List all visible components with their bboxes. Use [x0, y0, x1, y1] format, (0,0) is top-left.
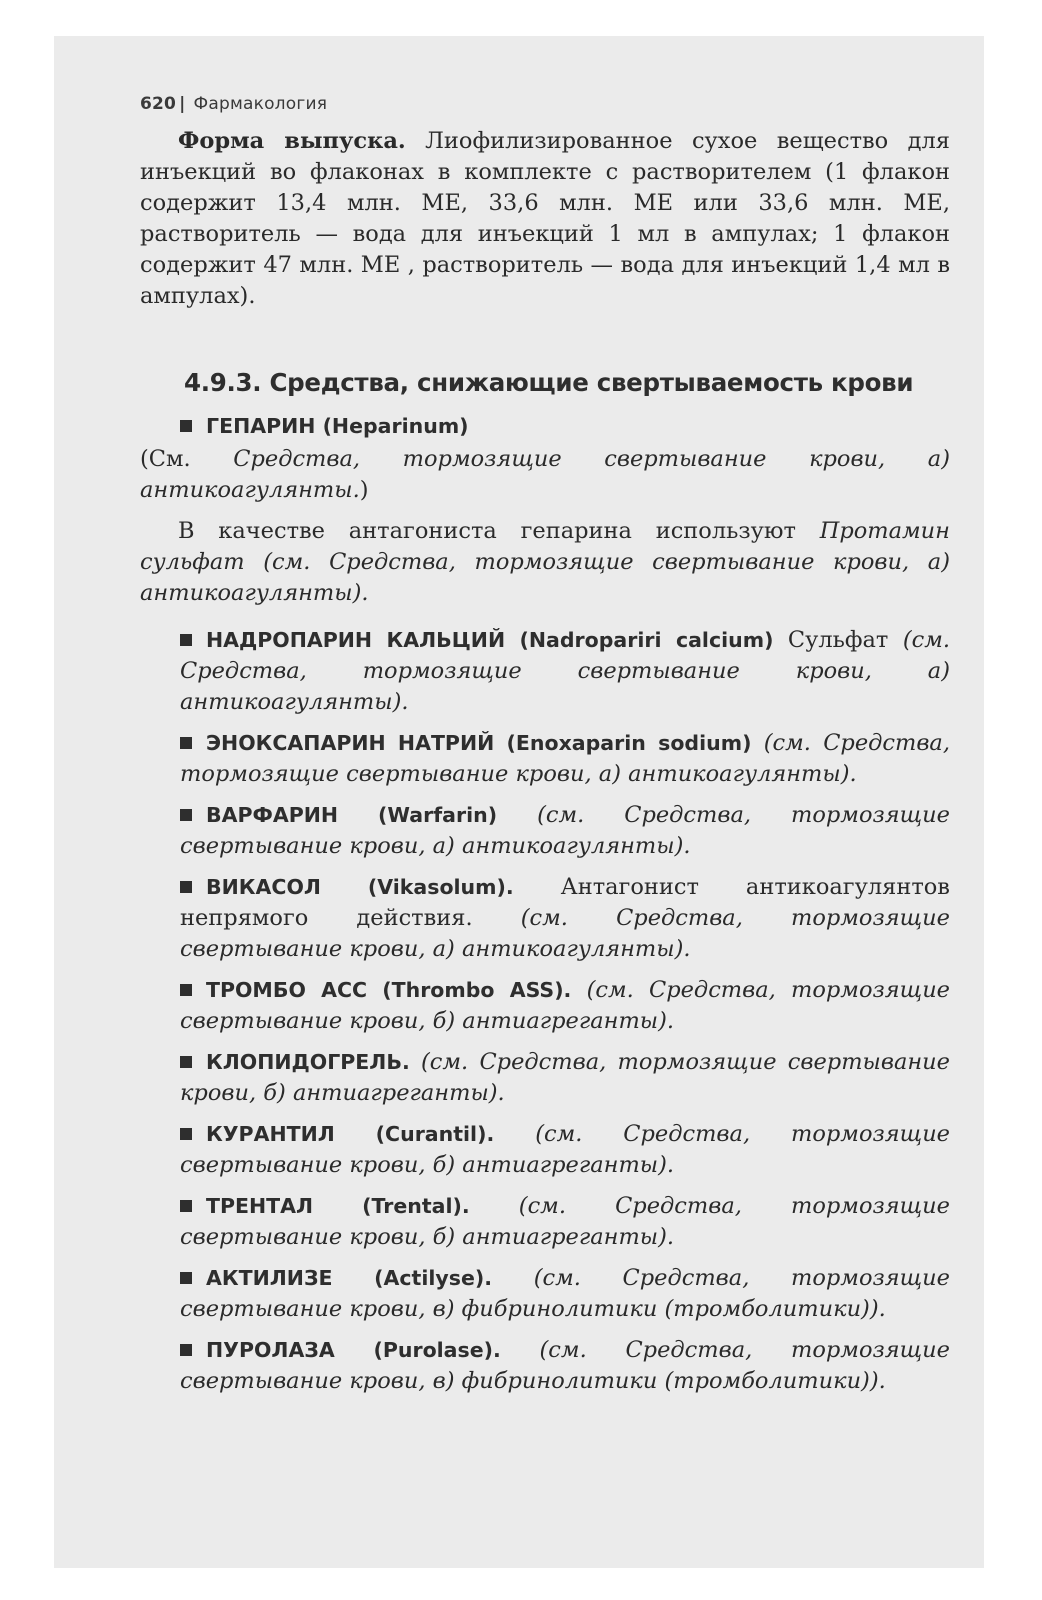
cross-reference: (см. Средства, тормозящие свертывание крови, а) антикоагулянты).: [180, 802, 950, 859]
cross-reference: (см. Средства, тормозящие свертывание крови, а) антикоагулянты).: [180, 627, 950, 715]
drug-description: [751, 730, 763, 756]
square-bullet-icon: [180, 881, 192, 893]
drug-description: [571, 977, 586, 1003]
square-bullet-icon: [180, 1128, 192, 1140]
cross-reference: (см. Средства, тормозящие свертывание крови, в) фибринолитики (тромболитики)).: [180, 1265, 950, 1322]
drug-description: Антагонист антикоагулянтов непрямого действия.: [180, 874, 950, 931]
page-content: [140, 94, 950, 1407]
drug-name: КЛОПИДОГРЕЛЬ.: [206, 1050, 410, 1074]
book-title: Фармакология: [193, 94, 328, 114]
square-bullet-icon: [180, 737, 192, 749]
drug-entry: [140, 1263, 950, 1325]
drug-name: ВАРФАРИН (Warfarin): [206, 803, 498, 827]
square-bullet-icon: [180, 984, 192, 996]
heparin-note: [140, 444, 950, 506]
square-bullet-icon: [180, 1200, 192, 1212]
cross-reference: (см. Средства, тормозящие свертывание крови, а) антикоагулянты).: [140, 549, 950, 606]
antagonist-paragraph: [140, 516, 950, 609]
cross-reference: (см. Средства, тормозящие свертывание крови, б) антиагреганты).: [180, 1193, 950, 1250]
drug-name: ГЕПАРИН (Heparinum): [206, 414, 469, 438]
drug-entry: [140, 800, 950, 862]
square-bullet-icon: [180, 1056, 192, 1068]
drug-description: [492, 1265, 534, 1291]
square-bullet-icon: [180, 1344, 192, 1356]
drug-entry-heparin: [140, 411, 950, 442]
drug-entry: [140, 1047, 950, 1109]
cross-reference: (см. Средства, тормозящие свертывание крови, в) фибринолитики (тромболитики)).: [180, 1337, 950, 1394]
drug-entry: [140, 975, 950, 1037]
drug-entry: [140, 728, 950, 790]
header-separator: |: [179, 94, 186, 114]
antagonist-text: В качестве антагониста гепарина используют: [178, 518, 820, 544]
drug-name: АКТИЛИЗЕ (Actilyse).: [206, 1266, 493, 1290]
drug-name: ТРОМБО АСС (Thrombo ASS).: [206, 978, 572, 1002]
drug-description: [494, 1121, 535, 1147]
drug-entry: [140, 1191, 950, 1253]
release-form-paragraph: [140, 126, 950, 312]
note-open: (См.: [140, 446, 234, 472]
cross-reference: Средства, тормозящие свертывание крови, а) антикоагулянты.: [140, 446, 950, 503]
square-bullet-icon: [180, 1272, 192, 1284]
drug-entry: [140, 625, 950, 718]
drug-name: ПУРОЛАЗА (Purolase).: [206, 1338, 501, 1362]
cross-reference: (см. Средства, тормозящие свертывание крови, б) антиагреганты).: [180, 977, 950, 1034]
drug-name: НАДРОПАРИН КАЛЬЦИЙ (Nadropariri calcium): [206, 628, 774, 652]
drug-name: ВИКАСОЛ (Vikasolum).: [206, 875, 514, 899]
cross-reference: (см. Средства, тормозящие свертывание крови, б) антиагреганты).: [180, 1121, 951, 1178]
drug-entry: [140, 1119, 950, 1181]
antagonist-drug: Протамин сульфат: [140, 518, 950, 575]
section-heading: 4.9.3. Средства, снижающие свертываемость крови: [184, 368, 914, 397]
square-bullet-icon: [180, 420, 192, 432]
square-bullet-icon: [180, 809, 192, 821]
square-bullet-icon: [180, 634, 192, 646]
drug-name: ТРЕНТАЛ (Trental).: [206, 1194, 470, 1218]
drug-description: [470, 1193, 519, 1219]
cross-reference: (см. Средства, тормозящие свертывание крови, а) антикоагулянты).: [180, 730, 950, 787]
page-number: 620: [140, 94, 177, 114]
drug-entry: [140, 872, 950, 965]
drug-name: КУРАНТИЛ (Curantil).: [206, 1122, 495, 1146]
cross-reference: (см. Средства, тормозящие свертывание крови, б) антиагреганты).: [180, 1049, 950, 1106]
drug-entry: [140, 1335, 950, 1397]
cross-reference: (см. Средства, тормозящие свертывание крови, а) антикоагулянты).: [180, 905, 950, 962]
note-close: ): [359, 477, 369, 503]
drug-description: Сульфат: [773, 627, 903, 653]
drug-description: [501, 1337, 540, 1363]
release-form-text: Лиофилизированное сухое вещество для инъекций во флаконах в комплекте с растворителем (1 флакон содержит 13,4 млн. МЕ, 33,6 млн. МЕ или 33,6 млн. МЕ, растворитель — вода для инъекций 1 мл в ампулах; 1 флакон содержит 47 млн. МЕ , растворитель — вода для инъекций 1,4 мл в ампулах).: [140, 128, 950, 309]
release-form-label: Форма выпуска.: [178, 128, 406, 154]
drug-name: ЭНОКСАПАРИН НАТРИЙ (Enoxaparin sodium): [206, 731, 752, 755]
drug-description: [410, 1049, 421, 1075]
drug-description: [497, 802, 537, 828]
running-header: [140, 94, 950, 114]
